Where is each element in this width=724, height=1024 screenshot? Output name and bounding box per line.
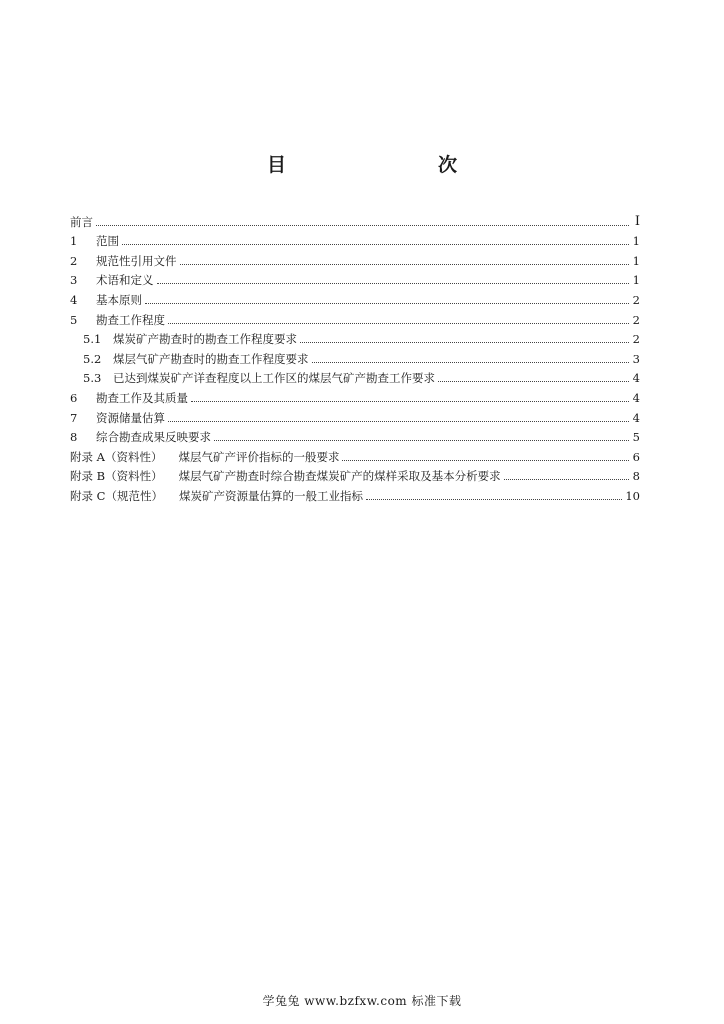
toc-entry-5-3[interactable]: [70, 367, 640, 387]
toc-page-number: 1: [632, 234, 640, 249]
toc-entry-number: 3: [70, 273, 78, 288]
footer-watermark: 学兔兔 www.bzfxw.com 标准下载: [262, 994, 462, 1008]
toc-page-number: 4: [632, 371, 640, 386]
toc-entry-title: 煤层气矿产评价指标的一般要求: [178, 449, 340, 464]
toc-entry-title: 煤层气矿产勘查时的勘查工作程度要求: [113, 351, 309, 366]
toc-appendix-label: 附录 A（资料性）: [70, 449, 163, 464]
toc-entry-title: 勘查工作及其质量: [96, 390, 188, 405]
toc-entry-title: 术语和定义: [96, 273, 154, 288]
toc-entry-title: 勘查工作程度: [96, 312, 165, 327]
toc-entry-title: 资源储量估算: [96, 410, 165, 425]
toc-entry-number: 2: [70, 253, 78, 268]
toc-entry-title: 煤层气矿产勘查时综合勘查煤炭矿产的煤样采取及基本分析要求: [178, 469, 501, 484]
toc-entry-appendix-b[interactable]: [70, 465, 640, 485]
toc-entry-number: 5.2: [83, 351, 102, 366]
toc-entry-5[interactable]: [70, 308, 640, 328]
leader-dots: [145, 303, 629, 304]
leader-dots: [180, 264, 630, 265]
toc-entry-1[interactable]: [70, 230, 640, 250]
toc-appendix-label: 附录 B（资料性）: [70, 469, 163, 484]
toc-entry-number: 5.3: [83, 371, 102, 386]
toc-entry-title: 煤炭矿产勘查时的勘查工作程度要求: [113, 332, 297, 347]
toc-entry-title: 前言: [70, 214, 93, 229]
toc-page-number: 1: [632, 273, 640, 288]
toc-page-number: 10: [625, 488, 640, 503]
toc-entry-5-2[interactable]: [70, 347, 640, 367]
toc-entry-5-1[interactable]: [70, 328, 640, 348]
toc-entry-title: 范围: [96, 234, 119, 249]
page-title: 目 次: [266, 154, 495, 176]
toc-entry-3[interactable]: [70, 269, 640, 289]
leader-dots: [214, 440, 629, 441]
toc-page-number: 2: [632, 332, 640, 347]
leader-dots: [122, 244, 629, 245]
leader-dots: [342, 460, 629, 461]
leader-dots: [312, 362, 630, 363]
toc-entry-number: 7: [70, 410, 78, 425]
toc-page-number: 6: [632, 449, 640, 464]
toc-entry-6[interactable]: [70, 386, 640, 406]
toc-entry-2[interactable]: [70, 249, 640, 269]
toc-entry-4[interactable]: [70, 288, 640, 308]
toc-page-number: 2: [632, 292, 640, 307]
leader-dots: [300, 342, 629, 343]
toc-entry-foreword[interactable]: [70, 210, 640, 230]
leader-dots: [168, 421, 629, 422]
toc-entry-7[interactable]: [70, 406, 640, 426]
toc-page-number: 8: [632, 469, 640, 484]
leader-dots: [168, 323, 629, 324]
toc-entry-number: 5.1: [83, 332, 102, 347]
toc-page-number: 4: [632, 410, 640, 425]
toc-page-number: 5: [632, 430, 640, 445]
toc-entry-8[interactable]: [70, 426, 640, 446]
toc-page-number: Ⅰ: [634, 213, 640, 229]
toc-page-number: 4: [632, 390, 640, 405]
toc-entry-number: 8: [70, 430, 78, 445]
toc-entry-title: 基本原则: [96, 292, 142, 307]
toc-entry-number: 1: [70, 234, 78, 249]
toc-entry-appendix-a[interactable]: [70, 445, 640, 465]
leader-dots: [504, 479, 629, 480]
toc-entry-number: 5: [70, 312, 78, 327]
leader-dots: [191, 401, 629, 402]
toc-page-number: 3: [632, 351, 640, 366]
toc-entry-title: 煤炭矿产资源量估算的一般工业指标: [178, 488, 363, 503]
toc-entry-appendix-c[interactable]: [70, 484, 640, 504]
leader-dots: [438, 381, 629, 382]
table-of-contents: [70, 210, 640, 504]
leader-dots: [157, 283, 630, 284]
toc-entry-number: 6: [70, 390, 78, 405]
toc-page-number: 1: [632, 253, 640, 268]
toc-entry-title: 综合勘查成果反映要求: [96, 430, 211, 445]
toc-page-number: 2: [632, 312, 640, 327]
leader-dots: [96, 225, 629, 226]
leader-dots: [366, 499, 622, 500]
toc-appendix-label: 附录 C（规范性）: [70, 488, 163, 503]
toc-entry-title: 规范性引用文件: [96, 253, 177, 268]
toc-entry-title: 已达到煤炭矿产详查程度以上工作区的煤层气矿产勘查工作要求: [113, 371, 435, 386]
toc-entry-number: 4: [70, 292, 78, 307]
